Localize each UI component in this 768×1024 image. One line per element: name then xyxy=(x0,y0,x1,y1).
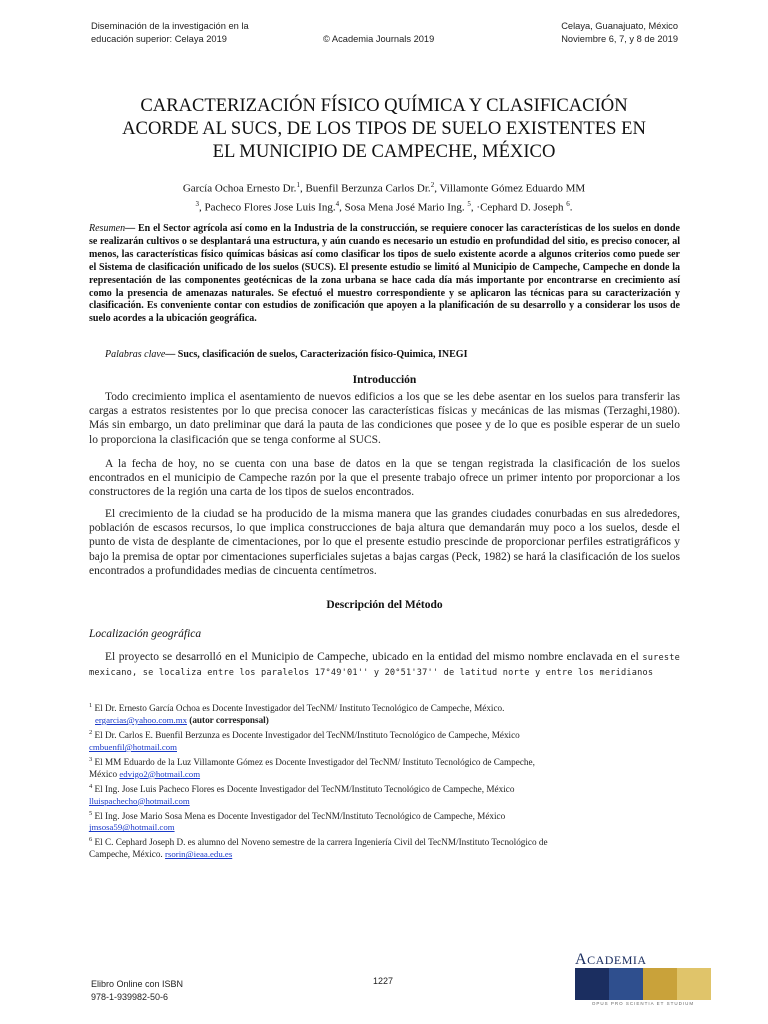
author-4-sup: 4 xyxy=(335,199,340,208)
footnote-1-sup: 1 xyxy=(89,702,93,709)
footnote-6-sup: 6 xyxy=(89,836,93,844)
header-left-line1: Diseminación de la investigación en la xyxy=(91,21,249,31)
footnote-3 xyxy=(89,754,678,781)
footnote-3-text: El MM Eduardo de la Luz Villamonte Gómez es Docente Investigador del TecNM/ Instituto Tecnológico de Campeche, xyxy=(92,756,535,767)
footnote-5 xyxy=(89,808,678,835)
footnote-2-email[interactable]: cmbuenfil@hotmail.com xyxy=(89,741,177,752)
logo-block-1 xyxy=(575,968,609,1000)
keywords-text: — Sucs, clasificación de suelos, Caracterización físico-Quimica, INEGI xyxy=(165,349,468,360)
title-line2: ACORDE AL SUCS, DE LOS TIPOS DE SUELO EXISTENTES EN xyxy=(122,118,646,139)
footnote-1-email[interactable]: ergarcias@yahoo.com.mx xyxy=(95,714,187,725)
method-p1-text: El proyecto se desarrolló en el Municipio de Campeche, ubicado en la entidad del mismo nombre enclavada en el xyxy=(105,651,639,663)
intro-paragraph-1: Todo crecimiento implica el asentamiento de nuevos edificios a los que se les debe asentar en los suelos para transferir las cargas a estratos resistentes por lo que precisa conocer las características físicas y mecánicas de las mismas (Terzaghi,1980). Más sin embargo, un dato preliminar que dará la pauta de las condiciones que posee y de lo que es posible esperar de un suelo lo proporciona la clasificación que se tenga conforme al SUCS. xyxy=(89,391,680,446)
author-5: , Sosa Mena José Mario Ing. xyxy=(339,201,465,214)
footer-isbn xyxy=(91,978,183,1004)
author-end: . xyxy=(569,201,573,214)
footnote-1 xyxy=(89,700,678,727)
logo-block-2 xyxy=(609,968,643,1000)
footnote-4-email[interactable]: lluispachecho@hotmail.com xyxy=(89,795,190,806)
keywords-label: Palabras clave xyxy=(105,349,166,360)
header-right-line2: Noviembre 6, 7, y 8 de 2019 xyxy=(561,34,678,44)
footnote-1-text: El Dr. Ernesto García Ochoa es Docente Investigador del TecNM/ Instituto Tecnológico de Campeche, México. xyxy=(92,703,505,714)
logo-block-3 xyxy=(643,968,677,1000)
logo-motto: OPUS PRO SCIENTIA ET STUDIUM xyxy=(591,1001,695,1006)
footnote-2 xyxy=(89,727,678,754)
footnote-3-pre: México xyxy=(89,768,120,779)
author-3-sup: 3 xyxy=(195,199,200,208)
footnote-6-email[interactable]: rsorin@ieaa.edu.es xyxy=(165,849,233,860)
author-1: García Ochoa Ernesto Dr. xyxy=(182,182,297,195)
author-6-sup: 6 xyxy=(566,199,570,208)
logo-block-4 xyxy=(677,968,711,1000)
keywords xyxy=(105,348,680,361)
abstract-label: Resumen xyxy=(89,223,126,234)
logo-letter-a: A xyxy=(575,951,588,968)
author-5-sup: 5 xyxy=(467,199,471,208)
logo-word-1: CADEMIA xyxy=(587,953,646,967)
author-list xyxy=(80,178,688,215)
footnote-5-email[interactable]: jmsosa59@hotmail.com xyxy=(89,822,175,833)
footnote-5-sup: 5 xyxy=(89,809,93,817)
footnote-2-sup: 2 xyxy=(89,728,93,736)
footnote-6-pre: Campeche, México. xyxy=(89,849,166,860)
footnote-3-sup: 3 xyxy=(89,755,93,763)
footnote-4-text: El Ing. Jose Luis Pacheco Flores es Docente Investigador del TecNM/Instituto Tecnológico de Campeche, México xyxy=(92,783,515,794)
author-1-sup: 1 xyxy=(296,181,300,189)
title-line1: CARACTERIZACIÓN FÍSICO QUÍMICA Y CLASIFICACIÓN xyxy=(140,95,628,116)
header-left-line2: educación superior: Celaya 2019 xyxy=(91,34,227,44)
abstract-text: — En el Sector agrícola así como en la Industria de la construcción, se requiere conocer las características de los suelos en donde se realizarán cultivos o se desplantará una estructura, y aún cuando es necesario un estudio en profundidad del sitio, es preciso conocer, al menos, las características físico químicas básicas así como clasificar los tipos de suelo existente acorde a algunos criterios como puede ser el Sistema de clasificación unificado de los suelos (SUCS). El presente estudio se limitó al Municipio de Campeche, Campeche en donde la representación de las componentes geotécnicas de la zona urbana se hace cada día más importante por encontrarse en crecimiento así como la presencia de amenazas naturales. Se efectuó el muestro correspondiente y se aplicaron las técnicas para su caracterización y clasificación. Es conveniente contar con estudios de zonificación que apoyen a la planificación de su desarrollo y a considerar los usos de suelo acordes a la ubicación geográfica. xyxy=(89,223,680,325)
header-right xyxy=(561,20,678,46)
abstract xyxy=(89,223,680,326)
method-paragraph-1 xyxy=(89,650,680,680)
author-3: , Villamonte Gómez Eduardo MM xyxy=(434,182,586,195)
paper-title xyxy=(60,94,708,163)
author-6: , ·Cephard D. Joseph xyxy=(470,201,564,214)
intro-paragraph-3: El crecimiento de la ciudad se ha producido de la misma manera que las grandes ciudades conurbadas en sus alrededores, población de escasos recursos, lo que implica construcciones de baja altura que demandarán muy poco a los suelos, desde el punto de vista de desplante de cimentaciones, por lo que el presente estudio prescinde de proporcionar perfiles estratigráficos y bajo la premisa de optar por cimentaciones superficiales sujetas a bajas cargas (Peck, 1982) se hará la clasificación de los suelos encontrados a profundidades medias de cincuenta centímetros. xyxy=(89,508,680,577)
author-4: , Pacheco Flores Jose Luis Ing. xyxy=(199,201,336,214)
page-number: 1227 xyxy=(373,976,394,986)
footnote-1-tail: (autor corresponsal) xyxy=(189,714,269,725)
intro-paragraph-2: A la fecha de hoy, no se cuenta con una base de datos en la que se tengan registrada la clasificación de los suelos encontrados en el municipio de Campeche razón por la que el presente trabajo ofrece un primer intento por proporcionar a los constructores de la región una carta de los tipos de suelos encontrados. xyxy=(89,458,680,499)
footnote-4 xyxy=(89,781,678,808)
footnote-2-text: El Dr. Carlos E. Buenfil Berzunza es Docente Investigador del TecNM/Instituto Tecnológico de Campeche, México xyxy=(92,729,520,740)
author-2: , Buenfil Berzunza Carlos Dr. xyxy=(299,182,431,195)
page-header xyxy=(91,20,678,50)
footnote-6-text: El C. Cephard Joseph D. es alumno del Noveno semestre de la carrera Ingeniería Civil del TecNM/Instituto Tecnológico de xyxy=(92,837,548,848)
method-p1-line2: sureste mexicano, se localiza entre los paralelos 17°49'01'' y 20°51'37'' de latitud norte y entre los meridianos xyxy=(89,653,680,679)
footnote-4-sup: 4 xyxy=(89,782,93,790)
footer-line1: Elibro Online con ISBN xyxy=(91,979,184,989)
header-right-line1: Celaya, Guanajuato, México xyxy=(561,21,678,31)
intro-heading: Introducción xyxy=(352,374,417,386)
title-line3: EL MUNICIPIO DE CAMPECHE, MÉXICO xyxy=(212,141,556,162)
method-subheading: Localización geográfica xyxy=(89,628,202,640)
footnote-3-email[interactable]: edvigo2@hotmail.com xyxy=(119,768,201,779)
footnote-6 xyxy=(89,834,678,861)
header-center: © Academia Journals 2019 xyxy=(323,34,435,44)
academia-journals-logo xyxy=(575,951,711,1009)
logo-color-blocks xyxy=(575,968,711,1000)
footnotes xyxy=(89,700,678,861)
author-2-sup: 2 xyxy=(430,181,435,189)
header-left xyxy=(91,20,249,46)
footnote-5-text: El Ing. Jose Mario Sosa Mena es Docente Investigador del TecNM/Instituto Tecnológico de Campeche, México xyxy=(92,810,506,821)
footer-line2: 978-1-939982-50-6 xyxy=(91,992,169,1002)
method-heading: Descripción del Método xyxy=(326,599,443,611)
